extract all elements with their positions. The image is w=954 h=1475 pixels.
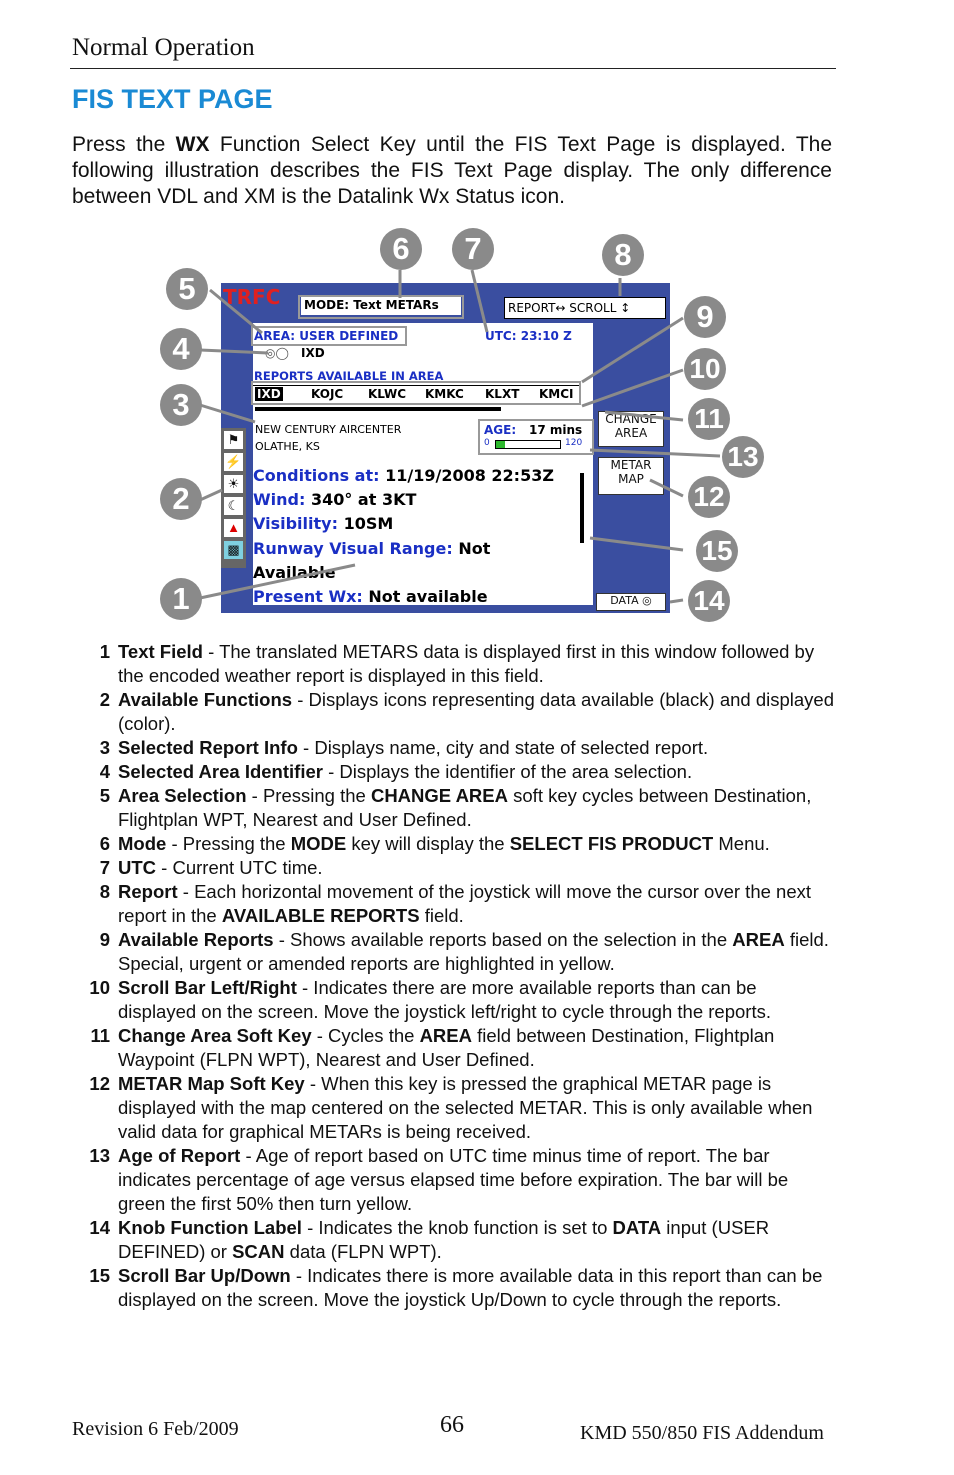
list-item [74,976,834,1024]
item-term-2: AREA [419,1025,472,1046]
item-text: - Indicates there is more available data in this report than can be displayed on the screen. Move the joystick Up/Down to cycle through the reports. [118,1265,823,1310]
rvr-value: Not [458,539,491,558]
intro-wx-key: WX [175,133,210,156]
list-item [74,1264,834,1312]
item-term-2: CHANGE AREA [370,785,508,806]
item-number: 8 [99,881,110,902]
item-number: 6 [99,833,110,854]
item-term: METAR Map Soft Key [118,1073,305,1094]
rvr-label: Runway Visual Range: [253,539,453,558]
knob-label: DATA [610,594,639,607]
item-term-3: SCAN [232,1241,285,1262]
item-term: UTC [118,857,157,878]
conditions-label: Conditions at: [253,466,380,485]
item-text: - Current UTC time. [156,857,323,878]
item-text: - Displays the identifier of the area selection. [322,761,693,782]
intro-text-2: Function Select Key until the FIS Text Page is displayed. The following illustration describes the FIS Text Page display. The only difference between VDL and XM is the Datalink Wx Status icon. [72,133,833,208]
page-number: 66 [440,1412,464,1438]
callout-1: 1 [160,578,202,620]
visibility-value: 10SM [343,514,394,533]
wind-value: 340° at 3KT [310,490,417,509]
item-term: Selected Report Info [118,737,298,758]
mode-label: MODE: Text METARs [304,298,439,312]
item-number: 15 [89,1265,110,1286]
present-wx-label: Present Wx: [253,587,363,606]
item-number: 3 [99,737,110,758]
item-text: - Pressing the [246,785,371,806]
list-item [74,640,834,688]
moon-icon[interactable]: ☾ [224,497,243,515]
item-number: 11 [90,1025,110,1046]
item-text: - When this key is pressed the graphical METAR page is displayed with the map centered on the selected METAR. This is only available when valid data for graphical METARs is being received. [118,1073,813,1142]
age-value: 17 mins [529,423,583,437]
visibility-label: Visibility: [253,514,338,533]
traffic-icon[interactable]: ⚑ [224,431,243,449]
item-text-3: Menu. [713,833,770,854]
item-text: - Shows available reports based on the selection in the [273,929,733,950]
station-name: NEW CENTURY AIRCENTER [255,423,402,436]
list-item [74,688,834,736]
callout-14: 14 [688,580,730,622]
area-identifier: IXD [301,346,325,360]
item-term-2: AREA [732,929,785,950]
item-term-2: DATA [612,1217,662,1238]
item-text-2: input (USER DEFINED) or [118,1217,770,1262]
item-number: 4 [99,761,110,782]
item-text: - Displays name, city and state of selected report. [297,737,709,758]
footer-document: KMD 550/850 FIS Addendum [580,1422,824,1444]
callout-9: 9 [684,296,726,338]
report-item[interactable]: KLWC [368,387,407,401]
item-term-2: AVAILABLE REPORTS [221,905,420,926]
callout-8: 8 [602,234,644,276]
item-term: Scroll Bar Left/Right [118,977,297,998]
list-item [74,784,834,832]
item-text: - Age of report based on UTC time minus time of report. The bar indicates percentage of age versus elapsed time before expiration. The bar will be green the first 50% then turn yellow. [118,1145,789,1214]
item-number: 13 [89,1145,110,1166]
item-number: 5 [99,785,110,806]
item-term: Text Field [118,641,203,662]
callout-13: 13 [722,436,764,478]
callout-2: 2 [160,478,202,520]
callout-12: 12 [688,476,730,518]
list-item [74,832,834,856]
item-term: Knob Function Label [118,1217,302,1238]
callout-15: 15 [696,530,738,572]
list-item [74,928,834,976]
list-item [74,760,834,784]
report-item[interactable]: IXD [257,387,281,401]
callout-10: 10 [684,348,726,390]
item-text-2: soft key cycles between Destination, Flightplan WPT, Nearest and User Defined. [118,785,812,830]
report-item[interactable]: KMCI [539,387,574,401]
item-term: Area Selection [118,785,247,806]
callout-descriptions [74,640,834,1312]
knob-function-label[interactable]: DATA ◎ [596,593,666,611]
item-number: 10 [89,977,110,998]
item-number: 2 [99,689,110,710]
list-item [74,1216,834,1264]
item-term: Change Area Soft Key [118,1025,312,1046]
item-term: Age of Report [118,1145,241,1166]
callout-3: 3 [160,384,202,426]
present-wx-value: Not available [368,587,488,606]
change-area-softkey[interactable]: CHANGE AREA [598,411,664,447]
callout-5: 5 [166,268,208,310]
item-text-2: field between Destination, Flightplan Waypoint (FLPN WPT), Nearest and User Defined. [118,1025,775,1070]
item-term: Mode [118,833,167,854]
item-term-2: MODE [290,833,347,854]
item-term-3: SELECT FIS PRODUCT [509,833,714,854]
age-scale-max: 120 [565,438,583,448]
list-item [74,880,834,928]
list-item [74,1072,834,1144]
list-item [74,1024,834,1072]
report-scroll-label: REPORT↔ SCROLL ↕ [508,301,631,315]
item-text: - Displays icons representing data available (black) and displayed (color). [118,689,835,734]
list-item [74,856,834,880]
metar-map-softkey[interactable]: METAR MAP [598,457,664,495]
callout-4: 4 [160,328,202,370]
item-number: 9 [99,929,110,950]
item-text: - The translated METARS data is displayed first in this window followed by the encoded weather report is displayed in this field. [118,641,815,686]
section-header: Normal Operation [72,34,255,61]
callout-6: 6 [380,228,422,270]
item-text: - Indicates there are more available reports than can be displayed on the screen. Move the joystick left/right to cycle through the reports. [118,977,771,1022]
conditions-value: 11/19/2008 22:53Z [385,466,554,485]
callout-11: 11 [688,398,730,440]
item-text-2: key will display the [346,833,510,854]
item-text: - Pressing the [166,833,291,854]
item-number: 1 [99,641,110,662]
reports-header: REPORTS AVAILABLE IN AREA [254,369,444,383]
wind-label: Wind: [253,490,306,509]
item-number: 14 [89,1217,110,1238]
page-title: FIS TEXT PAGE [72,84,273,114]
lightning-icon[interactable]: ⚡ [225,454,242,469]
item-text: - Cycles the [311,1025,420,1046]
terrain-icon[interactable]: ▲ [224,519,243,537]
list-item [74,1144,834,1216]
item-term: Report [118,881,178,902]
callout-7: 7 [452,228,494,270]
item-term: Available Reports [118,929,274,950]
footer-revision: Revision 6 Feb/2009 [72,1418,239,1440]
item-text: - Indicates the knob function is set to [301,1217,613,1238]
trfc-label: TRFC [223,285,281,309]
station-city: OLATHE, KS [255,440,320,453]
item-number: 7 [99,857,110,878]
item-text: - Each horizontal movement of the joystick will move the cursor over the next report in the [118,881,812,926]
report-item[interactable]: KMKC [425,387,464,401]
item-text-3: data (FLPN WPT). [284,1241,442,1262]
utc-label: UTC: 23:10 Z [485,329,572,343]
sun-icon[interactable]: ☀ [224,475,243,493]
item-term: Selected Area Identifier [118,761,323,782]
datalink-status-icon: ▩ [224,541,243,559]
report-item[interactable]: KOJC [311,387,344,401]
knob-icon: ◎◯ [265,346,289,360]
item-number: 12 [89,1073,110,1094]
age-label: AGE: [484,423,517,437]
list-item [74,736,834,760]
age-scale-min: 0 [484,438,490,448]
item-term: Scroll Bar Up/Down [118,1265,291,1286]
report-item[interactable]: KLXT [485,387,520,401]
callout-lines [0,0,954,640]
item-text-2: field. [419,905,464,926]
area-label: AREA: USER DEFINED [254,329,399,343]
item-text-2: field. Special, urgent or amended reports are highlighted in yellow. [118,929,829,974]
item-term: Available Functions [118,689,293,710]
intro-text-1: Press the [72,133,176,156]
rvr-value-2: Available [253,563,336,582]
